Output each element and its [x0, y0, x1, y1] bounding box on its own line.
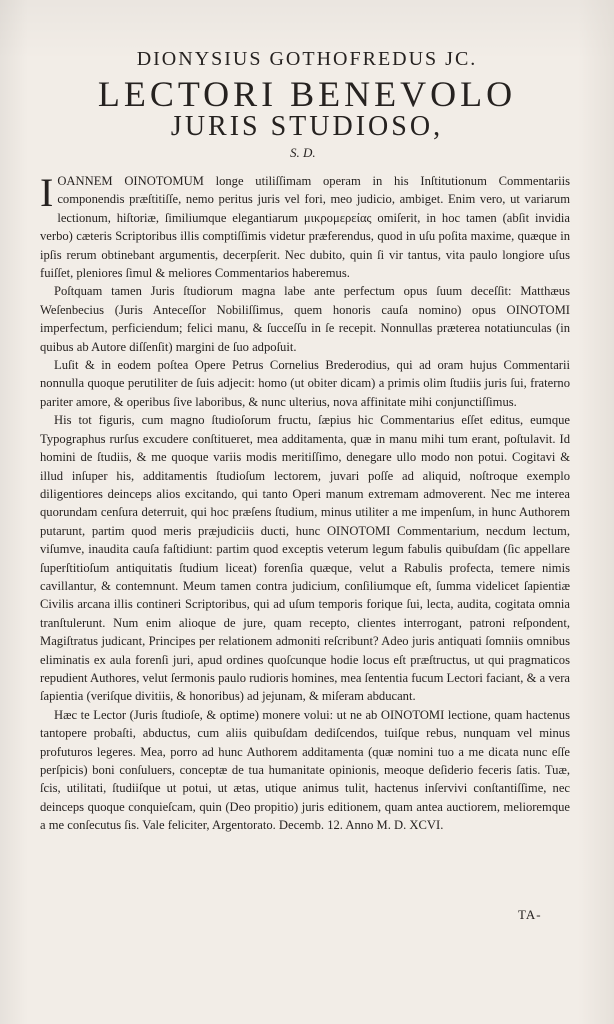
page-subtitle: JURIS STUDIOSO, [170, 111, 444, 142]
paragraph-5: Hæc te Lector (Juris ſtudioſe, & optime) monere volui: ut ne ab OINOTOMI lectione, quam hactenus tantopere probaſti, abductus, cum aliis quibuſdam dediſcendos, tuiſque rebus, nunquam vel minus profuturos legeres. Mea, porro ad hunc Authorem additamenta (quæ nomini tuo a me dicata nunc eſſe perſpicis) boni conſuluers, conceptæ de tua humanitate opinionis, meoque deſiderio feceris ſatis. Tuæ, ſcis, utilitati, ſtudiiſque ut potui, ut ætas, utique animus tulit, hactenus inſervivi conſtantiſſime, nec deinceps quoque conquieſcam, quin (Deo propitio) juris editionem, quam antea auctiorem, melioremque a me conſecutus ſis. Vale feliciter, Argentorato. Decemb. 12. Anno M. D. XCVI. [40, 707, 570, 833]
paragraph-2: Poſtquam tamen Juris ſtudiorum magna labe ante perfectum opus ſuum deceſſit: Matthæus Weſenbecius (Juris Anteceſſor Nobiliſſimus, quem honoris cauſa nomino) opus OINOTOMI imperfectum, perficiendum; felici manu, & ſucceſſu in ſe recepit. Nonnullas præterea notatiunculas (in quibus ab Autore diſſenſit) margini de ſuo adpoſuit. [40, 284, 570, 354]
page-edge-shadow [578, 0, 614, 1024]
author-heading: DIONYSIUS GOTHOFREDUS JC. [136, 48, 478, 70]
paragraph-3: Luſit & in eodem poſtea Opere Petrus Cornelius Brederodius, qui ad oram hujus Commentarii nonnulla quoque perutiliter de ſuis adjecit: homo (ut obiter dicam) a primis olim ſtudiis juris ſui, fraterno pariter amore, & operibus ſive laboribus, & nunc ulterius, nova affinitate mihi conjunctiſſimus. [40, 358, 570, 409]
salutation: S. D. [290, 145, 316, 160]
drop-cap: I [40, 170, 54, 215]
paragraph-4: His tot figuris, cum magno ſtudioſorum fructu, ſæpius hic Commentarius eſſet editus, eumque Typographus rurſus excudere conſtitueret, mea additamenta, quæ in manu mihi tum erant, poſtulavit. Id homini de ſtudiis, & me quoque variis modis meritiſſimo, denegare ullo modo non potui. Cogitavi & illud inſuper his, additamentis ſtudioſum lectorem, juvari poſſe ad aliquid, noſtroque exemplo diligentiores deinceps alios excitando, qui tanto Operi manum extremam admoverent. Nec me interea quorundam cenſura deterruit, qui hoc præſens ſtudium, minus utiliter a me impenſum, in hunc Authorem putarunt, partim quod meris præjudiciis ducti, hunc OINOTOMI Commentarium, necdum lectum, viſumve, inaudita cauſa faſtidiunt: partim quod exceptis veterum legum fabulis quibuſdam (ſic appellare ſuperſtitioſum antiquitatis ſtudium liceat) forenſia quæque, velut a Rabulis profecta, temere nimis cavillantur, & contemnunt. Meum tamen contra judicium, conſiliumque eſt, ſumma videlicet ſapientiæ Civilis arcana illis contineri Scriptoribus, qui ad uſum temporis forique ſui, lecta, audita, cogitata omnia tranſtulerunt. Num enim alioque de jure, quam recepto, clientes interrogant, patroni reſpondent, Magiſtratus judicant, Principes per relationem admoniti reſcribunt? Adeo juris antiquati ſomniis omnibus eliminatis ex aula forenſi juri, apud ordines quoſcunque hodie locus eſt præſtructus, ut qui pragmaticos repudient Authores, velut ſermonis paulo rudioris homines, mea ſententia fucum Lectori faciant, & a vera ſapientia (veriſque divitiis, & honoribus) ad jejunam, & miſeram abducant. [40, 413, 570, 704]
page-title: LECTORI BENEVOLO [97, 74, 517, 114]
paragraph-1 [40, 172, 570, 282]
letter-body [40, 172, 570, 835]
catchword: TA- [518, 907, 542, 922]
paragraph-1-text: OANNEM OINOTOMUM longe utiliſſimam operam in his Inſtitutionum Commentariis componendis præſtitiſſe, nemo peritus juris vel fori, meo judicio, ambiget. Enim vero, ut variarum lectionum, hiſtoriæ, ſimiliumque elegantiarum μικρομερείας omiſerit, in hoc tamen (abſit invidia verbo) cæteris Scriptoribus illis comptiſſimis videtur præferendus, quod in uſu poſita maxime, quæque in ipſis rerum obtinebant argumentis, decerpſerit. Nec dubito, quin ſi vir tantus, vita paulo longiore uſus fuiſſet, pleniores ſimul & meliores Commentarios haberemus. [40, 174, 570, 281]
